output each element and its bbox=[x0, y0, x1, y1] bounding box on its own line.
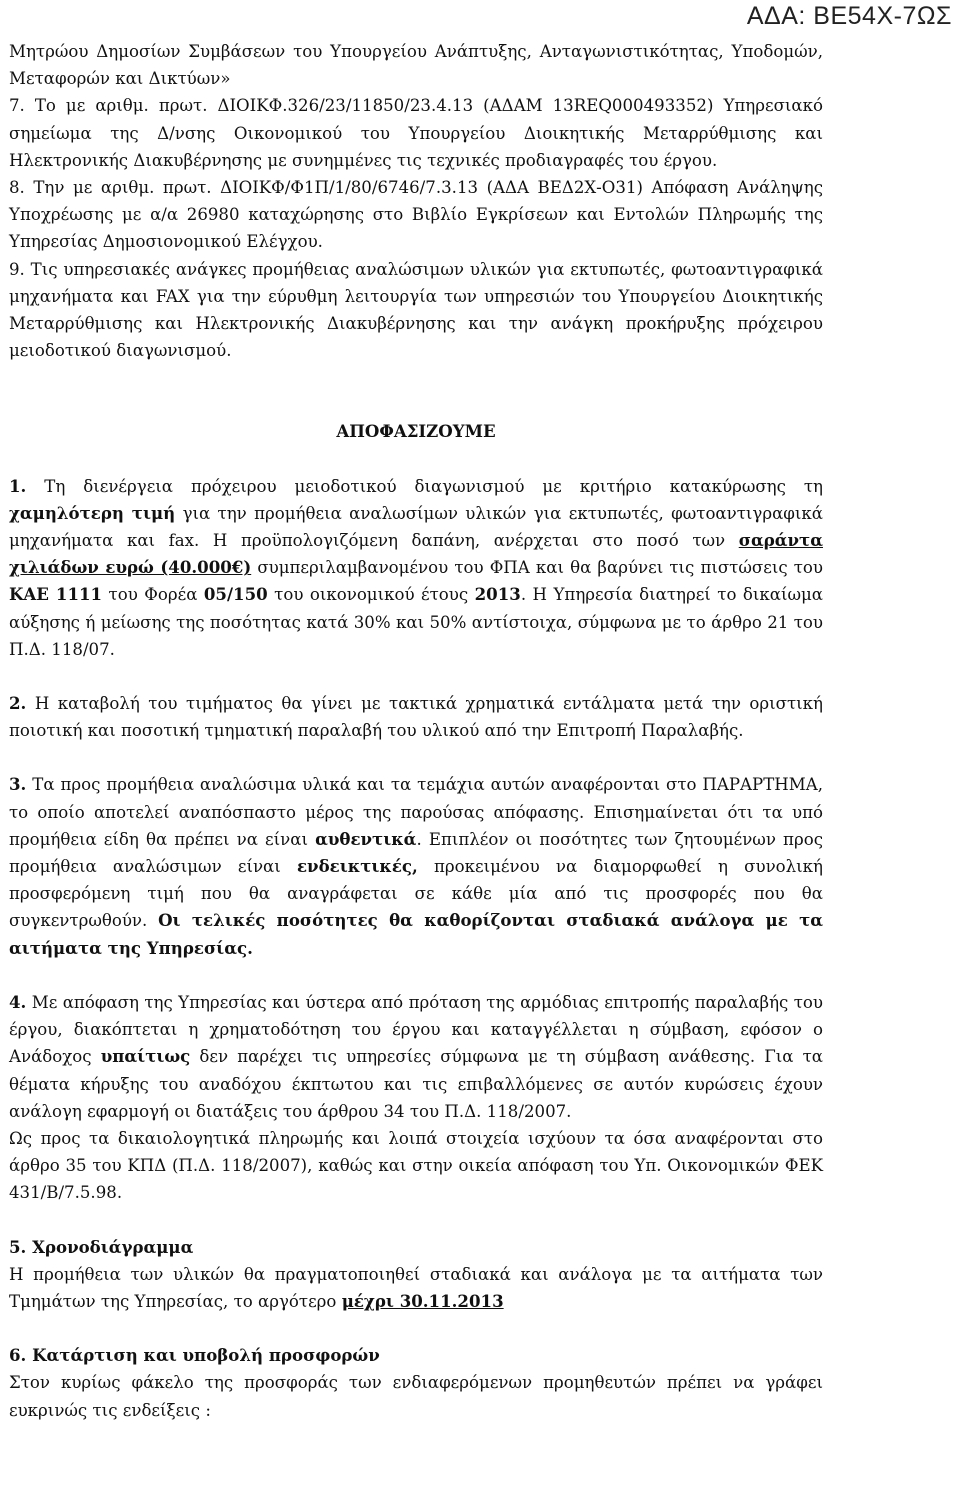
section-3-text-a: Τα προς προμήθεια αναλώσιμα υλικά και τα τεμάχια αυτών αναφέρονται στο ΠΑΡΑΡΤΗΜΑ, το οποίο αποτελεί αναπόσπαστο μέρος της παρούσας απόφασης. Επισημαίνεται ότι τα υπό προμήθεια είδη θα πρέπει να είναι bbox=[9, 775, 823, 849]
spacer bbox=[9, 962, 823, 989]
section-1-number: 1. bbox=[9, 475, 27, 496]
section-2-text: Η καταβολή του τιμήματος θα γίνει με τακτικά χρηματικά εντάλματα μετά την οριστική ποιοτική και ποσοτική τμηματική παραλαβή του υλικού από την Επιτροπή Παραλαβής. bbox=[9, 694, 823, 741]
deadline-date: μέχρι 30.11.2013 bbox=[341, 1290, 504, 1311]
section-1-text-c: συμπεριλαμβανομένου του ΦΠΑ και θα βαρύνει τις πιστώσεις του bbox=[251, 558, 823, 578]
section-2-number: 2. bbox=[9, 693, 27, 714]
section-2 bbox=[9, 690, 823, 744]
section-1-text-b: για την προμήθεια αναλωσίμων υλικών για εκτυπωτές, φωτοαντιγραφικά μηχανήματα και fax. Η προϋπολογιζόμενη δαπάνη, ανέρχεται στο ποσό των bbox=[9, 503, 823, 551]
section-5 bbox=[9, 1261, 823, 1315]
section-3-text-b: . Επιπλέον οι ποσότητες των ζητουμένων προς προμήθεια αναλώσιμων είναι bbox=[9, 829, 823, 877]
section-1 bbox=[9, 473, 823, 663]
section-3-text-c: προκειμένου να διαμορφωθεί η συνολική προσφερόμενη τιμή που θα αναγράφεται σε κάθε μία από τις προσφορές που θα συγκεντρωθούν. bbox=[9, 857, 823, 931]
section-5-heading: 5. Χρονοδιάγραμμα bbox=[9, 1236, 194, 1257]
document-body bbox=[9, 38, 823, 1424]
consideration-9: 9. Τις υπηρεσιακές ανάγκες προμήθειας αναλώσιμων υλικών για εκτυπωτές, φωτοαντιγραφικά μηχανήματα και FAX για την εύρυθμη λειτουργία των υπηρεσιών του Υπουργείου Διοικητικής Μεταρρύθμισης και Ηλεκτρονικής Διακυβέρνησης και την ανάγκη προκήρυξης πρόχειρου μειοδοτικού διαγωνισμού. bbox=[9, 259, 823, 361]
spacer bbox=[9, 1315, 823, 1342]
indicative-term: ενδεικτικές, bbox=[296, 856, 418, 877]
section-4-payment: Ως προς τα δικαιολογητικά πληρωμής και λοιπά στοιχεία ισχύουν τα όσα αναφέρονται στο άρθρο 35 του ΚΠΔ (Π.Δ. 118/2007), καθώς και στην οικεία απόφαση του Υπ. Οικονομικών ΦΕΚ 431/Β/7.5.98. bbox=[9, 1128, 823, 1203]
spacer bbox=[9, 744, 823, 771]
section-3 bbox=[9, 771, 823, 961]
section-5-text: Η προμήθεια των υλικών θα πραγματοποιηθεί σταδιακά και ανάλογα με τα αιτήματα των Τμημάτων της Υπηρεσίας, το αργότερο bbox=[9, 1264, 823, 1311]
consideration-6-cont: Μητρώου Δημοσίων Συμβάσεων του Υπουργείου Ανάπτυξης, Ανταγωνιστικότητας, Υποδομών, Μεταφορών και Δικτύων» bbox=[9, 42, 823, 89]
section-1-text-a: Τη διενέργεια πρόχειρου μειοδοτικού διαγωνισμού με κριτήριο κατακύρωσης τη bbox=[26, 476, 823, 496]
section-1-text-e: του οικονομικού έτους bbox=[267, 585, 475, 605]
ada-code: ΑΔΑ: ΒΕ54Χ-7ΩΣ bbox=[746, 2, 952, 30]
section-6-title bbox=[9, 1342, 823, 1369]
spacer bbox=[9, 446, 823, 473]
section-1-text-d: του Φορέα bbox=[102, 585, 204, 605]
section-4-text-a: Με απόφαση της Υπηρεσίας και ύστερα από πρόταση της αρμόδιας επιτροπής παραλαβής του έργου, διακόπτεται η χρηματοδότηση του έργου και καταγγέλλεται η σύμβαση, εφόσον ο Ανάδοχος bbox=[9, 992, 823, 1067]
kae-code: ΚΑΕ 1111 bbox=[9, 584, 103, 605]
section-5-title bbox=[9, 1234, 823, 1261]
agency-code: 05/150 bbox=[203, 584, 268, 605]
section-4-text-b: δεν παρέχει τις υπηρεσίες σύμφωνα με τη σύμβαση ανάθεσης. Για τα θέματα κήρυξης του αναδόχου έκπτωτου και τις επιβαλλόμενες σε αυτόν κυρώσεις έχουν ανάλογη εφαρμογή οι διατάξεις του άρθρου 34 του Π.Δ. 118/2007. bbox=[9, 1047, 823, 1121]
section-6: Στον κυρίως φάκελο της προσφοράς των ενδιαφερόμενων προμηθευτών πρέπει να γράφει ευκρινώς τις ενδείξεις : bbox=[9, 1373, 823, 1420]
consideration-7: 7. Το με αριθμ. πρωτ. ΔΙΟΙΚΦ.326/23/11850/23.4.13 (ΑΔΑΜ 13REQ000493352) Υπηρεσιακό σημείωμα της Δ/νσης Οικονομικού του Υπουργείου Διοικητικής Μεταρρύθμισης και Ηλεκτρονικής Διακυβέρνησης με συνημμένες τις τεχνικές προδιαγραφές του έργου. bbox=[9, 96, 823, 170]
budget-amount: σαράντα χιλιάδων ευρώ (40.000€) bbox=[9, 530, 823, 578]
section-4 bbox=[9, 989, 823, 1125]
spacer bbox=[9, 663, 823, 690]
spacer bbox=[9, 364, 823, 418]
authentic-term: αυθεντικά bbox=[315, 828, 417, 849]
decision-heading: ΑΠΟΦΑΣΙΖΟΥΜΕ bbox=[336, 421, 496, 442]
fiscal-year: 2013 bbox=[474, 584, 521, 605]
section-3-number: 3. bbox=[9, 774, 27, 795]
section-4-number: 4. bbox=[9, 991, 27, 1012]
culpable-term: υπαίτιως bbox=[100, 1046, 191, 1067]
spacer bbox=[9, 1207, 823, 1234]
section-1-text-f: . Η Υπηρεσία διατηρεί το δικαίωμα αύξησης ή μείωσης της ποσότητας κατά 30% και 50% αντίστοιχα, σύμφωνα με το άρθρο 21 του Π.Δ. 118/07. bbox=[9, 585, 824, 659]
section-6-heading: 6. Κατάρτιση και υποβολή προσφορών bbox=[9, 1345, 380, 1366]
final-quantities-note: Οι τελικές ποσότητες θα καθορίζονται σταδιακά ανάλογα με τα αιτήματα της Υπηρεσίας. bbox=[9, 910, 824, 958]
lowest-price: χαμηλότερη τιμή bbox=[9, 502, 176, 523]
consideration-8: 8. Την με αριθμ. πρωτ. ΔΙΟΙΚΦ/Φ1Π/1/80/6746/7.3.13 (ΑΔΑ ΒΕΔ2Χ-Ο31) Απόφαση Ανάληψης Υποχρέωσης με α/α 26980 καταχώρησης στο Βιβλίο Εγκρίσεων και Εντολών Πληρωμής της Υπηρεσίας Δημοσιονομικού Ελέγχου. bbox=[9, 178, 823, 252]
